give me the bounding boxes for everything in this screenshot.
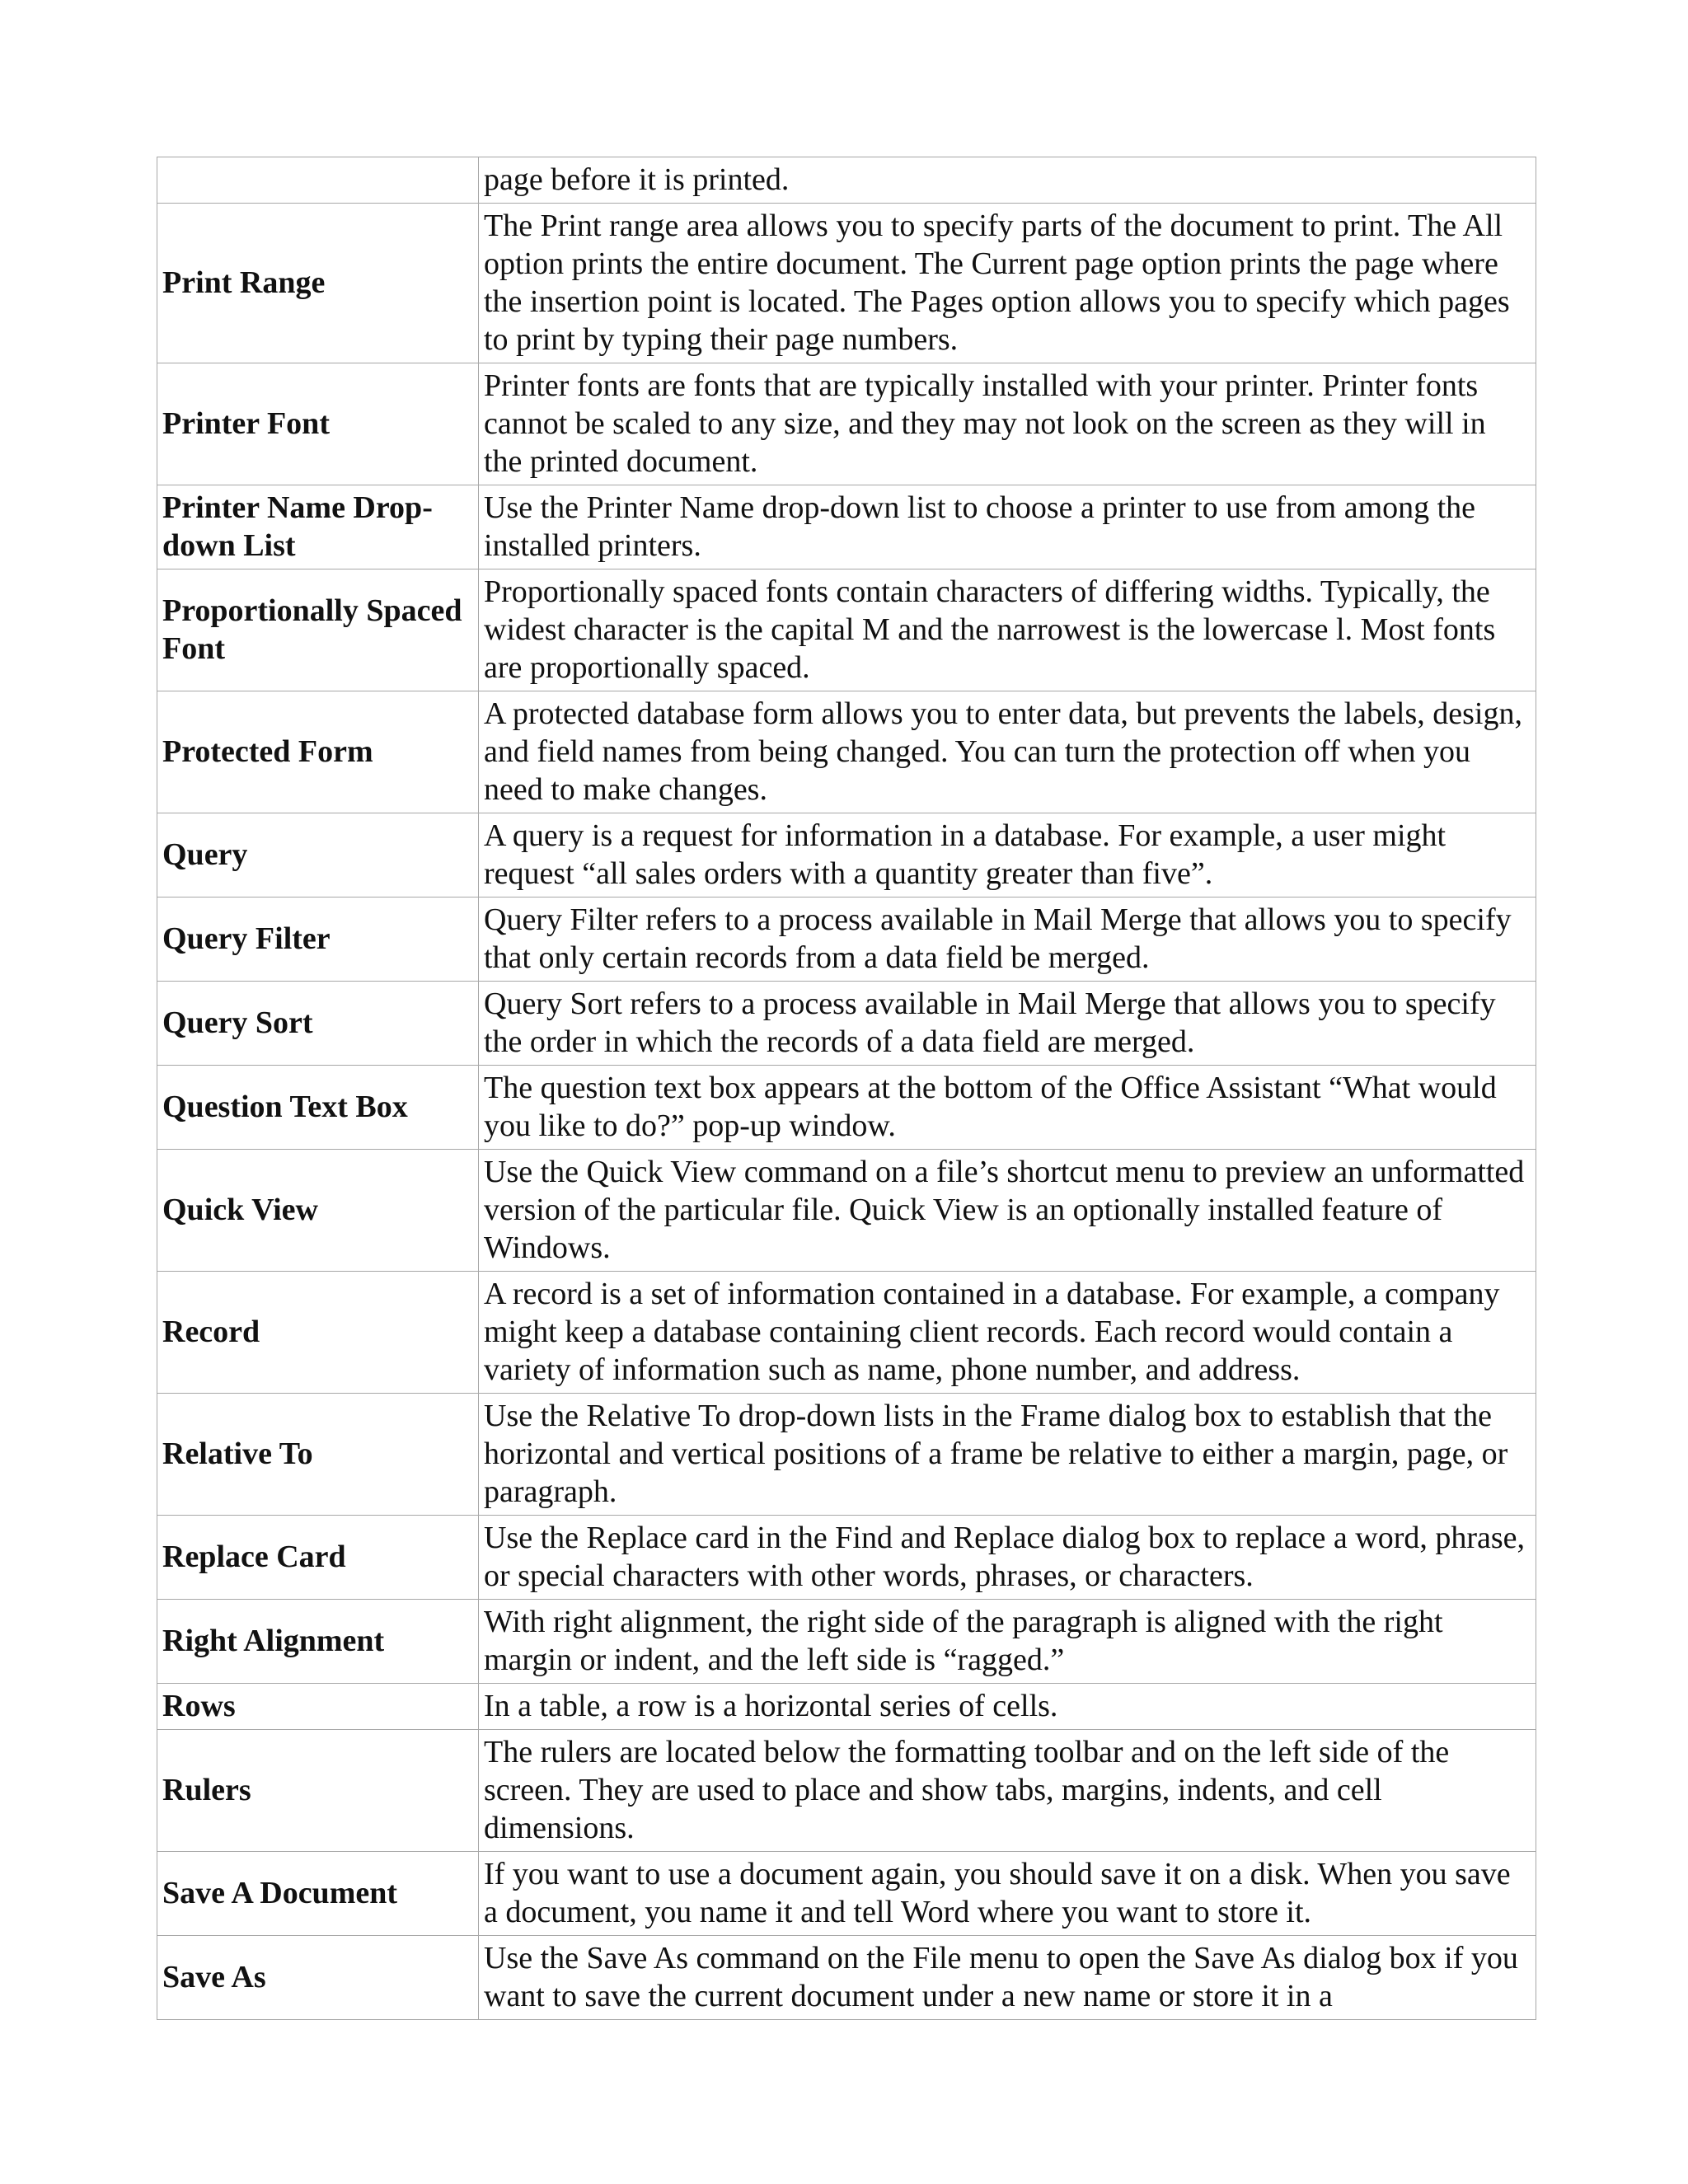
definition-cell: Proportionally spaced fonts contain characters of differing widths. Typically, the widest character is the capital M and the narrowest is the lowercase l. Most fonts are proportionally spaced. bbox=[479, 569, 1536, 691]
term-cell: Quick View bbox=[157, 1150, 479, 1272]
term-cell: Rulers bbox=[157, 1730, 479, 1852]
term-cell: Protected Form bbox=[157, 691, 479, 813]
term-cell: Query Filter bbox=[157, 898, 479, 982]
table-row bbox=[157, 363, 1536, 485]
term-cell: Save As bbox=[157, 1936, 479, 2020]
table-row bbox=[157, 1730, 1536, 1852]
table-row bbox=[157, 204, 1536, 363]
definition-cell: The question text box appears at the bottom of the Office Assistant “What would you like to do?” pop-up window. bbox=[479, 1066, 1536, 1150]
definition-cell: Use the Save As command on the File menu to open the Save As dialog box if you want to save the current document under a new name or store it in a bbox=[479, 1936, 1536, 2020]
term-cell: Record bbox=[157, 1272, 479, 1394]
definition-cell: Use the Quick View command on a file’s shortcut menu to preview an unformatted version of the particular file. Quick View is an optionally installed feature of Windows. bbox=[479, 1150, 1536, 1272]
table-row bbox=[157, 1936, 1536, 2020]
table-row bbox=[157, 691, 1536, 813]
term-cell bbox=[157, 157, 479, 204]
table-row bbox=[157, 1150, 1536, 1272]
term-cell: Save A Document bbox=[157, 1852, 479, 1936]
document-page bbox=[157, 157, 1536, 2020]
definition-cell: A protected database form allows you to enter data, but prevents the labels, design, and field names from being changed. You can turn the protection off when you need to make changes. bbox=[479, 691, 1536, 813]
table-row bbox=[157, 1516, 1536, 1600]
table-row bbox=[157, 157, 1536, 204]
definition-cell: page before it is printed. bbox=[479, 157, 1536, 204]
table-row bbox=[157, 1600, 1536, 1684]
table-row bbox=[157, 1852, 1536, 1936]
table-row bbox=[157, 1394, 1536, 1516]
term-cell: Right Alignment bbox=[157, 1600, 479, 1684]
definition-cell: Query Sort refers to a process available in Mail Merge that allows you to specify the order in which the records of a data field are merged. bbox=[479, 982, 1536, 1066]
term-cell: Print Range bbox=[157, 204, 479, 363]
definition-cell: A record is a set of information contained in a database. For example, a company might keep a database containing client records. Each record would contain a variety of information such as name, phone number, and address. bbox=[479, 1272, 1536, 1394]
definition-cell: Use the Relative To drop-down lists in the Frame dialog box to establish that the horizontal and vertical positions of a frame be relative to either a margin, page, or paragraph. bbox=[479, 1394, 1536, 1516]
glossary-table bbox=[157, 157, 1536, 2020]
definition-cell: A query is a request for information in a database. For example, a user might request “all sales orders with a quantity greater than five”. bbox=[479, 813, 1536, 898]
table-row bbox=[157, 1272, 1536, 1394]
definition-cell: Use the Replace card in the Find and Replace dialog box to replace a word, phrase, or special characters with other words, phrases, or characters. bbox=[479, 1516, 1536, 1600]
term-cell: Question Text Box bbox=[157, 1066, 479, 1150]
term-cell: Query Sort bbox=[157, 982, 479, 1066]
definition-cell: The Print range area allows you to specify parts of the document to print. The All option prints the entire document. The Current page option prints the page where the insertion point is located. The Pages option allows you to specify which pages to print by typing their page numbers. bbox=[479, 204, 1536, 363]
table-row bbox=[157, 982, 1536, 1066]
table-row bbox=[157, 1684, 1536, 1730]
term-cell: Proportionally Spaced Font bbox=[157, 569, 479, 691]
table-row bbox=[157, 813, 1536, 898]
term-cell: Replace Card bbox=[157, 1516, 479, 1600]
definition-cell: In a table, a row is a horizontal series of cells. bbox=[479, 1684, 1536, 1730]
term-cell: Rows bbox=[157, 1684, 479, 1730]
definition-cell: Query Filter refers to a process available in Mail Merge that allows you to specify that only certain records from a data field be merged. bbox=[479, 898, 1536, 982]
term-cell: Printer Font bbox=[157, 363, 479, 485]
definition-cell: Use the Printer Name drop-down list to choose a printer to use from among the installed printers. bbox=[479, 485, 1536, 569]
definition-cell: With right alignment, the right side of the paragraph is aligned with the right margin or indent, and the left side is “ragged.” bbox=[479, 1600, 1536, 1684]
definition-cell: The rulers are located below the formatting toolbar and on the left side of the screen. They are used to place and show tabs, margins, indents, and cell dimensions. bbox=[479, 1730, 1536, 1852]
term-cell: Printer Name Drop-down List bbox=[157, 485, 479, 569]
definition-cell: If you want to use a document again, you should save it on a disk. When you save a document, you name it and tell Word where you want to store it. bbox=[479, 1852, 1536, 1936]
table-row bbox=[157, 1066, 1536, 1150]
table-row bbox=[157, 898, 1536, 982]
table-row bbox=[157, 569, 1536, 691]
table-row bbox=[157, 485, 1536, 569]
definition-cell: Printer fonts are fonts that are typically installed with your printer. Printer fonts cannot be scaled to any size, and they may not look on the screen as they will in the printed document. bbox=[479, 363, 1536, 485]
term-cell: Query bbox=[157, 813, 479, 898]
term-cell: Relative To bbox=[157, 1394, 479, 1516]
